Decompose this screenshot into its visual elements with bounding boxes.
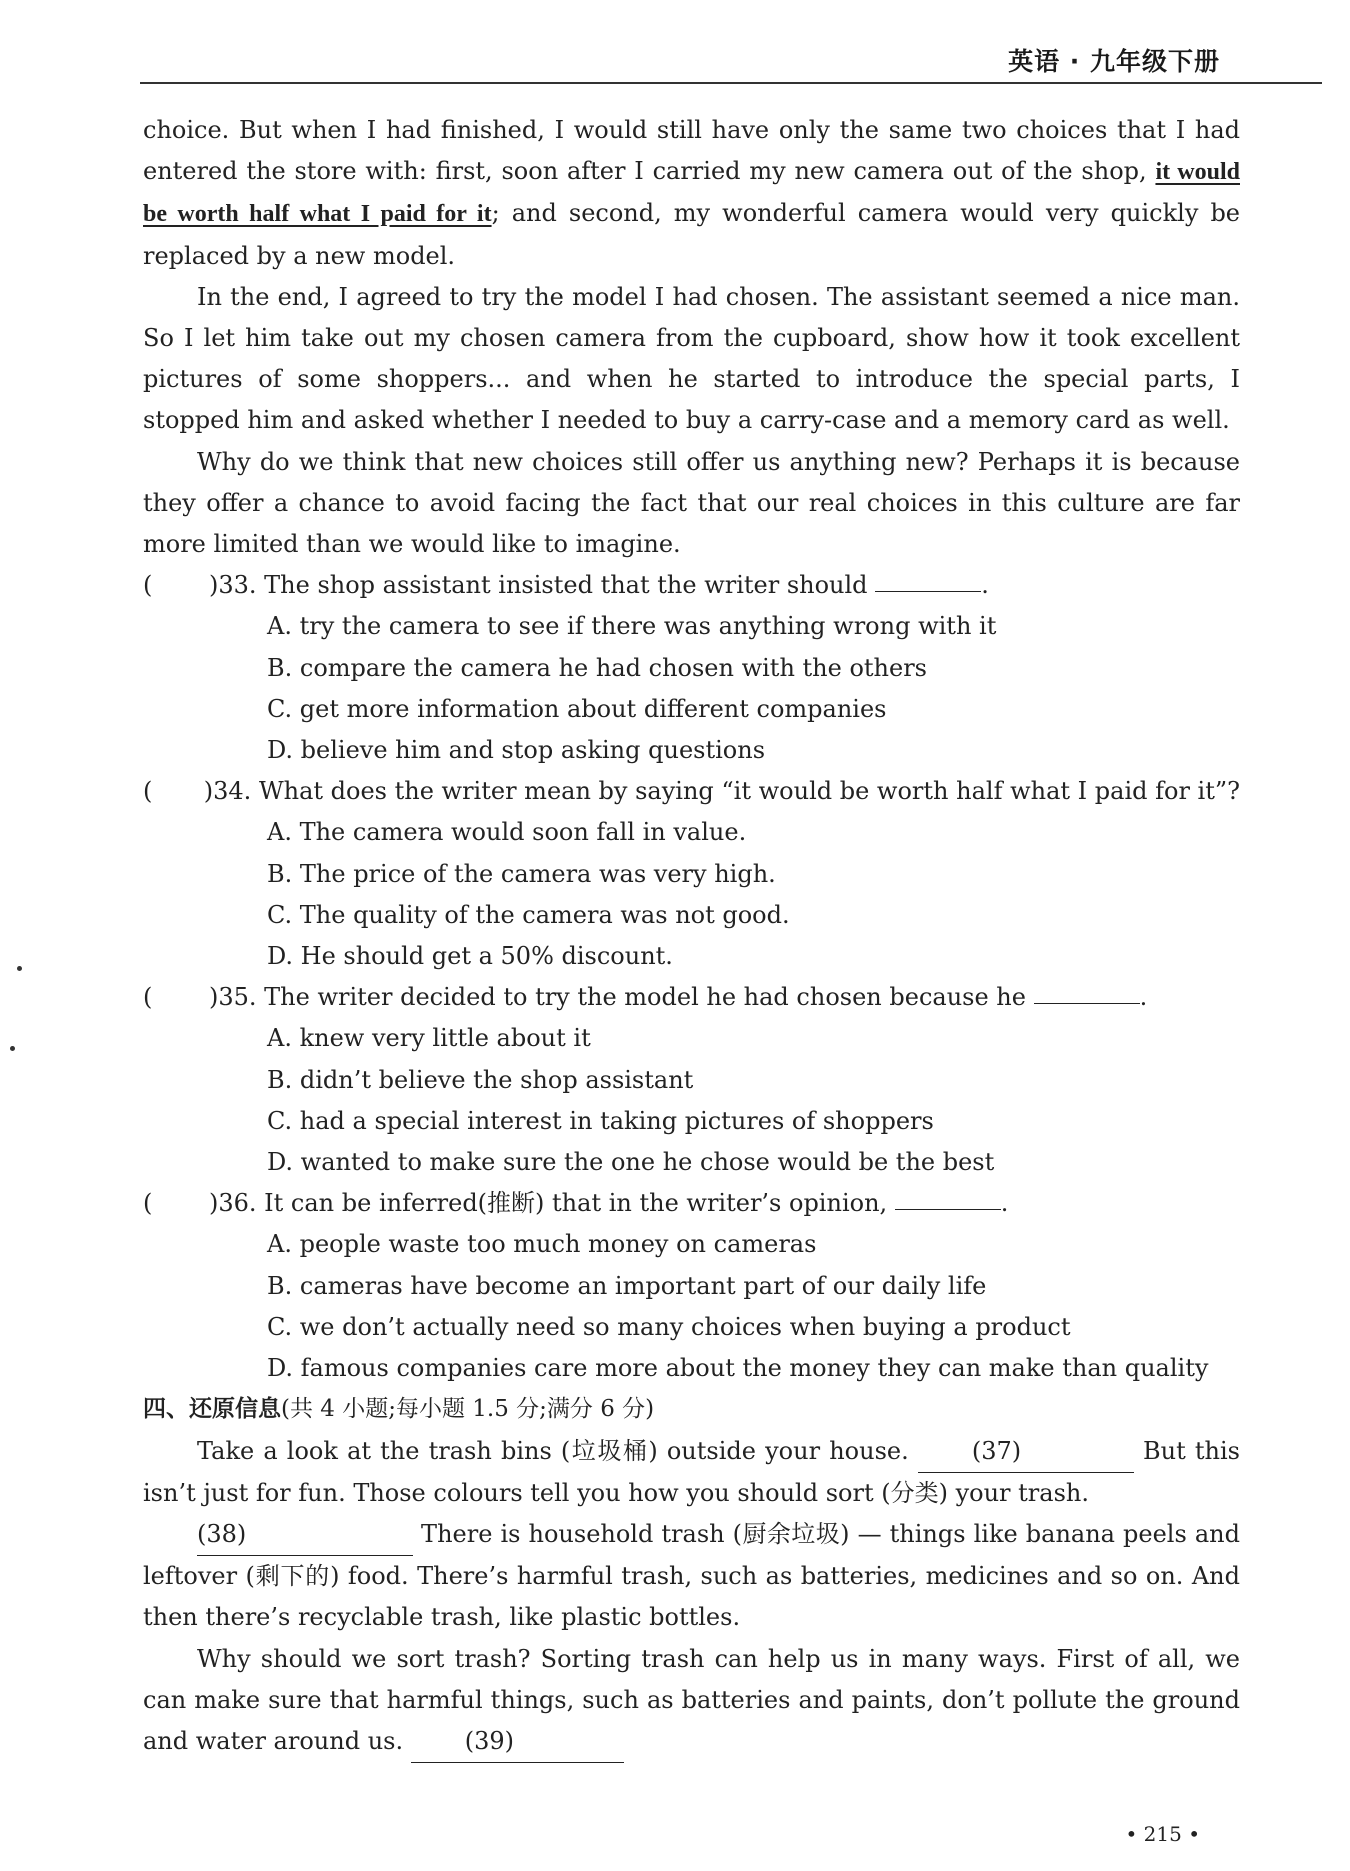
question-34 — [143, 771, 1240, 812]
option-d: D. wanted to make sure the one he chose would be the best — [267, 1148, 995, 1177]
section-heading — [143, 1389, 1240, 1430]
question-36 — [143, 1183, 1240, 1224]
option-d: D. famous companies care more about the money they can make than quality — [267, 1354, 1209, 1383]
underlined-phrase: it would be worth half what I paid for it — [143, 159, 1240, 228]
section4-paragraph-1 — [143, 1431, 1240, 1514]
question-end: . — [1000, 1189, 1009, 1218]
option-b: B. didn’t believe the shop assistant — [267, 1065, 694, 1094]
passage-paragraph-1 — [143, 110, 1240, 277]
option-d: D. He should get a 50% discount. — [267, 942, 673, 971]
option-d: D. believe him and stop asking questions — [267, 736, 766, 765]
question-text: What does the writer mean by saying “it would be worth half what I paid for it”? — [251, 777, 1240, 806]
option-b: B. The price of the camera was very high. — [267, 859, 776, 888]
option-c: C. had a special interest in taking pictures of shoppers — [267, 1106, 934, 1135]
question-number: )34. — [203, 777, 252, 806]
option-a: A. knew very little about it — [267, 1024, 591, 1053]
option-a: A. people waste too much money on cameras — [267, 1230, 817, 1259]
paragraph-text: There is household trash (厨余垃圾) — things like banana peels and leftover (剩下的) food. There’s harmful trash, such as batteries, medicines and so on. And then there’s recyclable trash, like plastic bottles. — [143, 1519, 1240, 1632]
question-text: It can be inferred(推断) that in the writer’s opinion, — [256, 1189, 895, 1218]
question-end: . — [1139, 983, 1148, 1012]
question-number: )33. — [209, 571, 257, 600]
option-c: C. get more information about different companies — [267, 694, 887, 723]
section4-paragraph-3 — [143, 1639, 1240, 1764]
header-rule — [140, 82, 1322, 84]
answer-bracket[interactable]: ( — [143, 983, 153, 1012]
passage-text: choice. But when I had finished, I would still have only the same two choices that I had entered the store with: first, soon after I carried my new camera out of the shop, — [143, 116, 1240, 186]
answer-bracket[interactable]: ( — [143, 571, 153, 600]
paragraph-text: Take a look at the trash bins (垃圾桶) outside your house. — [197, 1436, 918, 1465]
paragraph-text: Why should we sort trash? Sorting trash can help us in many ways. First of all, we can make sure that harmful things, such as batteries and paints, don’t pollute the ground and water around us. — [143, 1644, 1240, 1755]
passage-paragraph-3: Why do we think that new choices still offer us anything new? Perhaps it is because they offer a chance to avoid facing the fact that our real choices in this culture are far more limited than we would like to imagine. — [143, 447, 1240, 559]
option-a: A. try the camera to see if there was anything wrong with it — [267, 612, 997, 641]
passage-paragraph-2: In the end, I agreed to try the model I had chosen. The assistant seemed a nice man. So I let him take out my chosen camera from the cupboard, show how it took excellent pictures of some shoppers... and when he started to introduce the special parts, I stopped him and asked whether I needed to buy a carry-case and a memory card as well. — [143, 282, 1240, 435]
option-a: A. The camera would soon fall in value. — [267, 818, 747, 847]
fill-blank-39[interactable]: (39) — [411, 1721, 624, 1763]
page-number: • 215 • — [1125, 1822, 1200, 1846]
section4-paragraph-2 — [143, 1514, 1240, 1639]
section-score-note: (共 4 小题;每小题 1.5 分;满分 6 分) — [281, 1396, 655, 1423]
paragraph-text: But this isn’t just for fun. Those colours tell you how you should sort (分类) your trash. — [143, 1436, 1240, 1507]
answer-blank[interactable] — [895, 1183, 1001, 1210]
section-title: 四、还原信息 — [143, 1396, 281, 1423]
question-33 — [143, 565, 1240, 606]
question-text: The writer decided to try the model he had chosen because he — [256, 983, 1034, 1012]
answer-blank[interactable] — [875, 565, 981, 592]
page-content — [143, 110, 1240, 1763]
header-title: 英语 · 九年级下册 — [1008, 47, 1220, 76]
question-35 — [143, 977, 1240, 1018]
question-end: . — [981, 571, 989, 600]
answer-bracket[interactable]: ( — [143, 777, 153, 806]
fill-blank-37[interactable]: (37) — [918, 1431, 1134, 1473]
fill-blank-38[interactable]: (38) — [197, 1514, 413, 1556]
question-number: )35. — [209, 983, 257, 1012]
option-b: B. compare the camera he had chosen with the others — [267, 653, 927, 682]
option-c: C. we don’t actually need so many choices when buying a product — [267, 1312, 1071, 1341]
question-number: )36. — [209, 1189, 257, 1218]
answer-blank[interactable] — [1034, 977, 1140, 1004]
passage-text: ; and second, my wonderful camera would very quickly be replaced by a new model. — [143, 199, 1241, 270]
scan-dot — [17, 966, 22, 971]
question-text: The shop assistant insisted that the writer should — [256, 571, 876, 600]
scan-dot — [10, 1046, 15, 1051]
answer-bracket[interactable]: ( — [143, 1189, 153, 1218]
option-c: C. The quality of the camera was not good. — [267, 900, 790, 929]
option-b: B. cameras have become an important part of our daily life — [267, 1271, 987, 1300]
